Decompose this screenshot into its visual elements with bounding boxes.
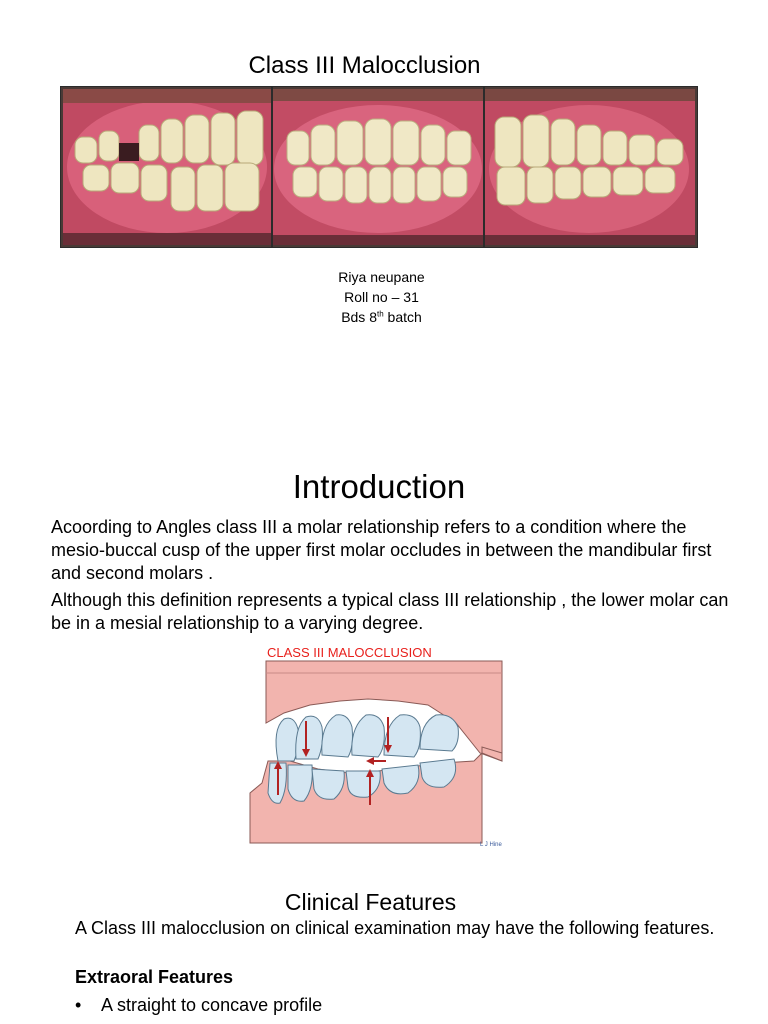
extraoral-features-subheading: Extraoral Features	[75, 967, 234, 987]
author-name: Riya neupane	[338, 269, 425, 285]
intraoral-photo-strip	[60, 86, 698, 248]
class-iii-diagram	[248, 643, 510, 849]
bullet-text: A straight to concave profile	[101, 995, 323, 1015]
intraoral-photo-right-lateral	[63, 89, 271, 245]
intro-paragraph-2: Although this definition represents a typical class III relationship , the lower molar can be in a mesial relationship to a varying degree.	[51, 590, 729, 633]
diagram-label: CLASS III MALOCCLUSION	[267, 645, 432, 660]
slide-title: Class III Malocclusion	[248, 52, 481, 79]
batch-line	[0, 309, 763, 325]
section-heading-clinical-features: Clinical Features	[284, 889, 457, 915]
bullet-marker-icon: •	[75, 995, 82, 1015]
intraoral-photo-left-lateral	[485, 89, 695, 245]
batch-superscript: th	[377, 309, 384, 319]
bullet-list	[75, 994, 735, 1017]
batch-prefix: Bds 8	[341, 309, 377, 325]
intro-paragraph-1: Acoording to Angles class III a molar relationship refers to a condition where the mesio-buccal cusp of the upper first molar occludes in between the mandibular first and second molars .	[51, 517, 712, 583]
roll-number: Roll no – 31	[344, 289, 419, 305]
clinical-intro-paragraph: A Class III malocclusion on clinical examination may have the following features.	[75, 918, 715, 938]
bullet-item	[75, 994, 735, 1017]
intraoral-photo-frontal	[273, 89, 483, 245]
diagram-credit: L J Hine	[480, 842, 502, 848]
batch-suffix: batch	[383, 309, 422, 325]
section-heading-introduction: Introduction	[292, 468, 466, 505]
